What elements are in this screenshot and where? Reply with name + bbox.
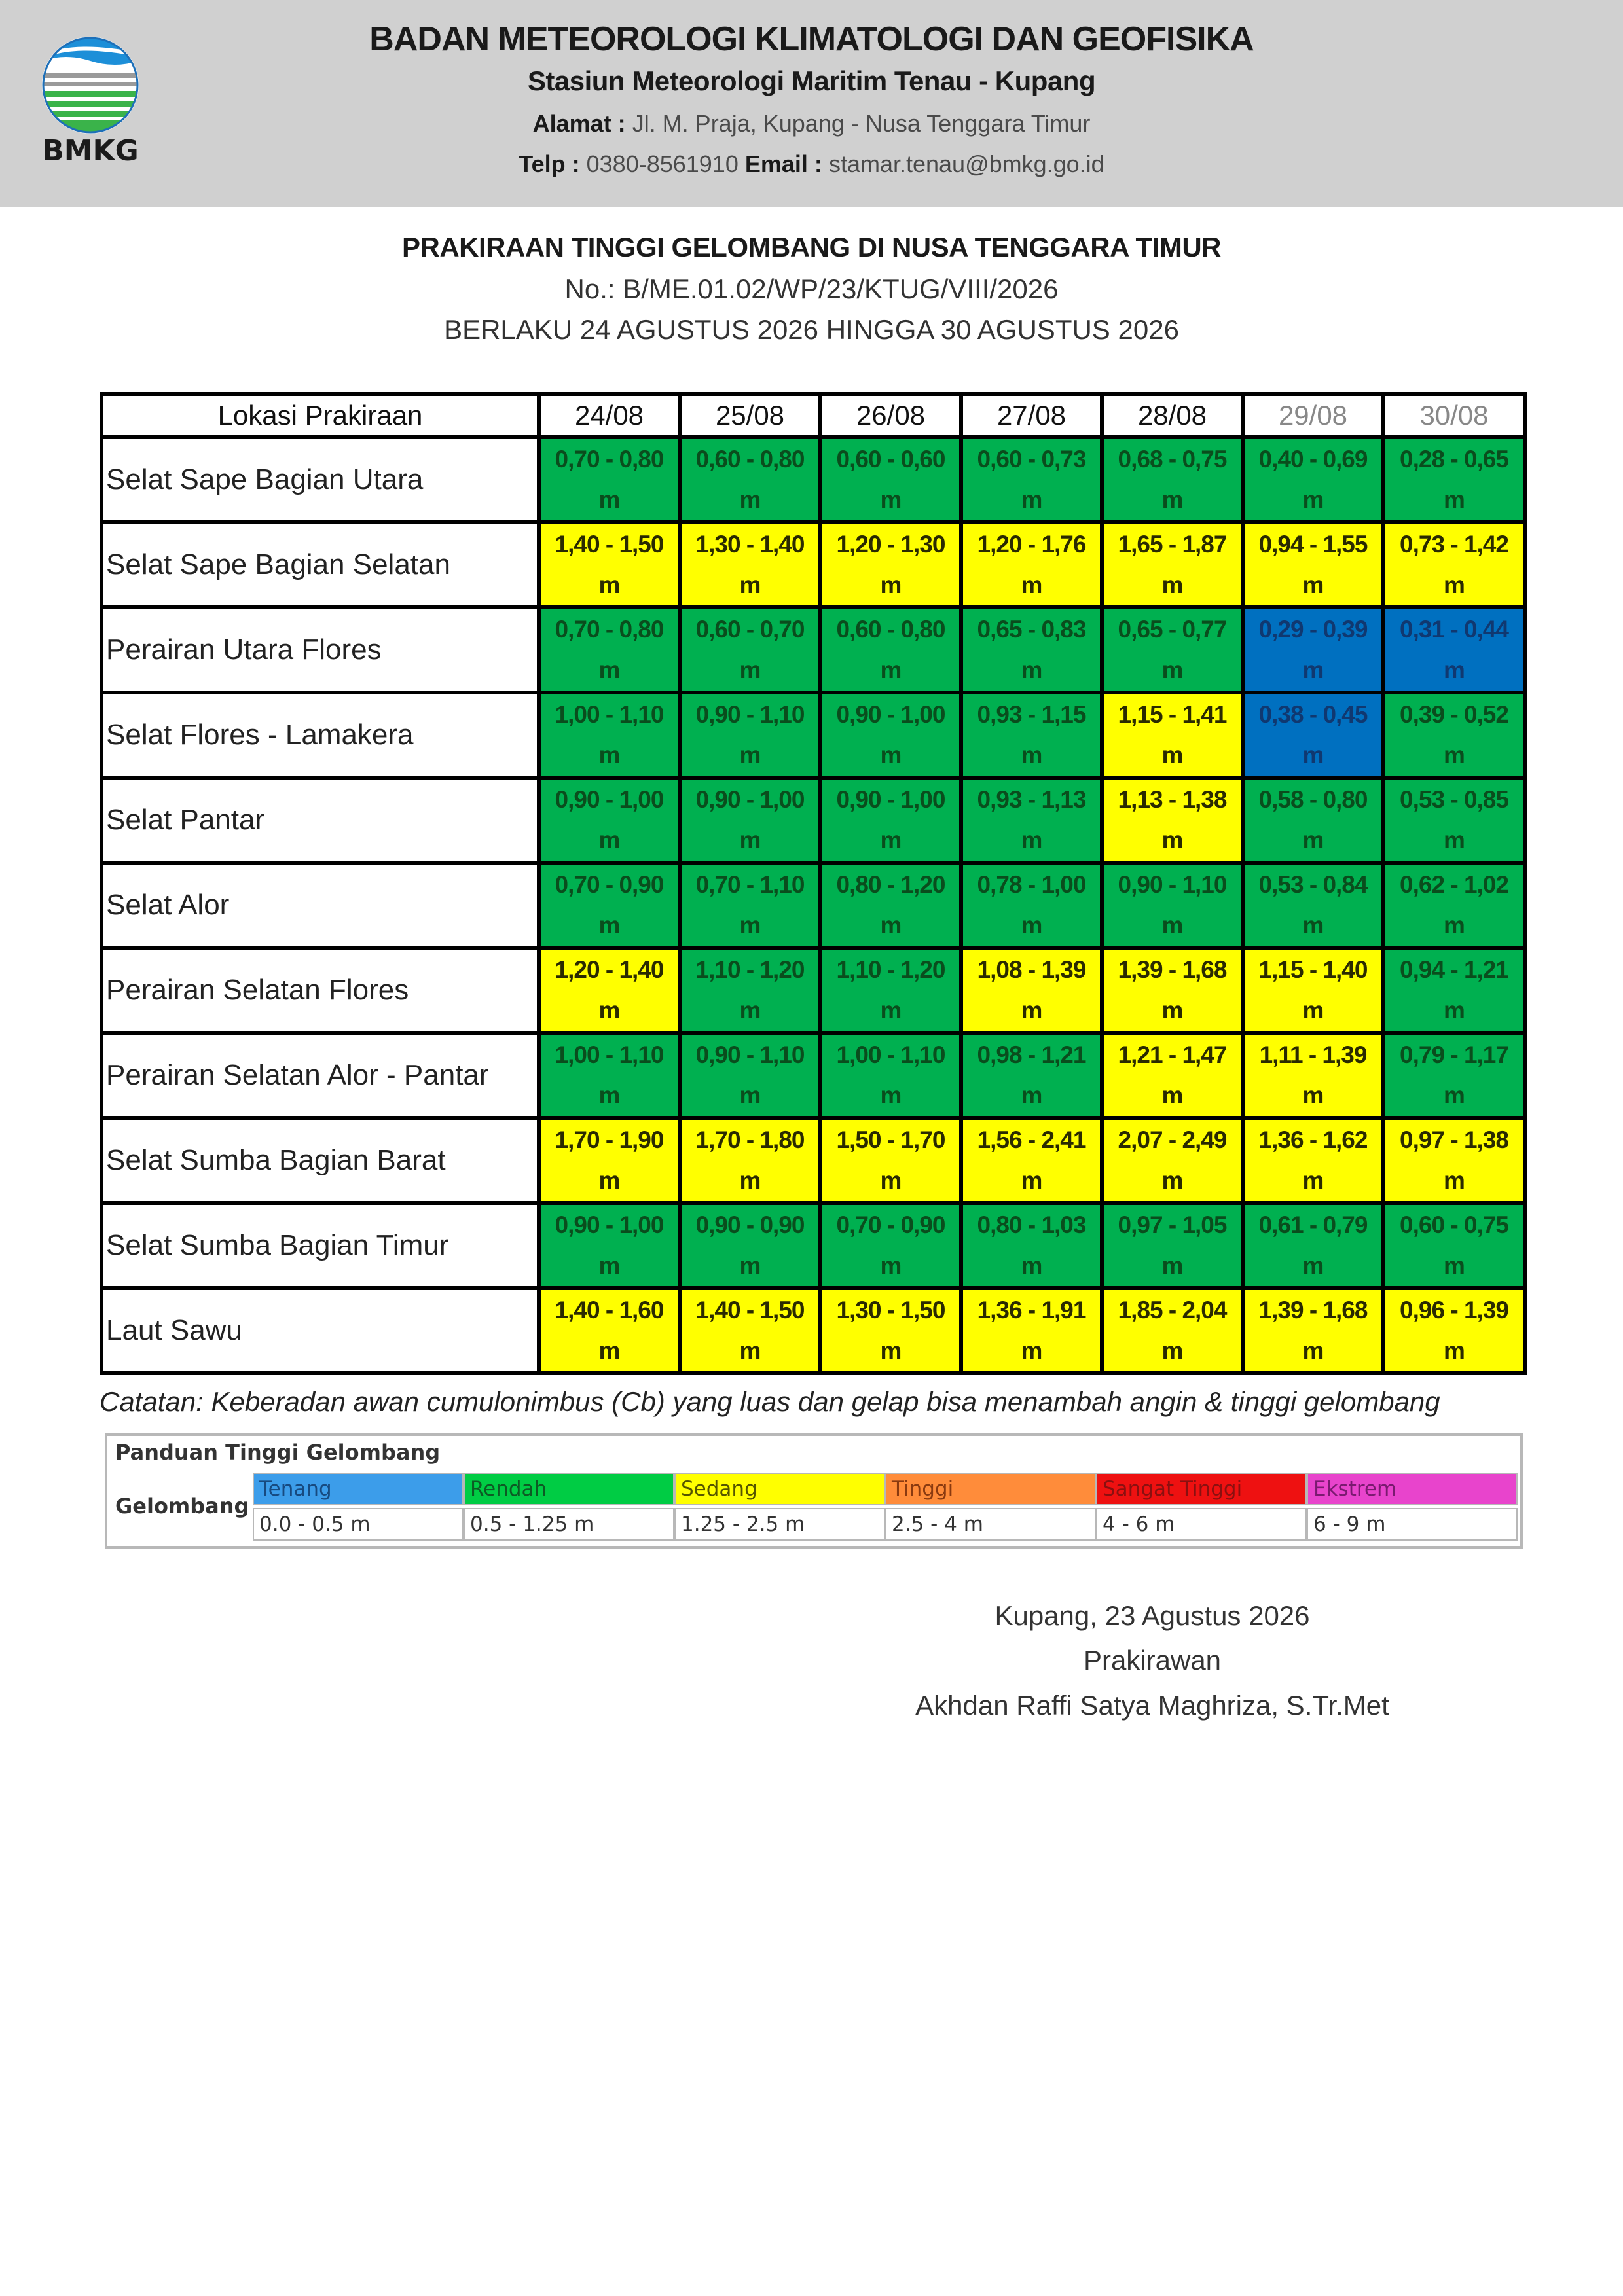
wave-range-value: 1,10 - 1,20: [695, 956, 805, 983]
wave-unit: m: [1444, 997, 1465, 1024]
wave-range-value: 0,60 - 0,80: [695, 446, 805, 473]
wave-unit: m: [598, 486, 620, 513]
validity-period: BERLAKU 24 AGUSTUS 2026 HINGGA 30 AGUSTUS 2026: [444, 314, 1179, 345]
address-label: Alamat :: [532, 110, 626, 137]
wave-height-cell: [1102, 1288, 1243, 1373]
wave-range-value: 1,08 - 1,39: [977, 956, 1086, 983]
wave-range-value: 0,94 - 1,55: [1258, 531, 1368, 558]
wave-height-cell: [1383, 1033, 1525, 1118]
wave-unit: m: [1161, 571, 1183, 598]
wave-height-cell: [1383, 692, 1525, 778]
wave-range-value: 0,70 - 0,90: [555, 871, 664, 898]
address-line: [0, 110, 1623, 137]
wave-range-value: 1,40 - 1,50: [695, 1297, 805, 1323]
range-tenang: 0.0 - 0.5 m: [253, 1508, 464, 1541]
wave-height-cell: [539, 1118, 680, 1203]
wave-height-cell: [1102, 1118, 1243, 1203]
wave-unit: m: [1302, 742, 1324, 768]
wave-unit: m: [1302, 1167, 1324, 1194]
wave-unit: m: [598, 1337, 620, 1364]
wave-height-cell: [1243, 778, 1383, 863]
wave-range-value: 1,13 - 1,38: [1118, 786, 1227, 813]
wave-unit: m: [1021, 486, 1042, 513]
wave-unit: m: [1021, 742, 1042, 768]
wave-height-cell: [1243, 1203, 1383, 1288]
wave-unit: m: [1161, 742, 1183, 768]
wave-unit: m: [1161, 827, 1183, 853]
wave-range-value: 0,40 - 0,69: [1258, 446, 1368, 473]
wave-height-cell: [539, 948, 680, 1033]
wave-forecast-table: [100, 392, 1527, 1375]
wave-range-value: 0,70 - 0,80: [555, 446, 664, 473]
tel-value: 0380-8561910: [586, 151, 739, 177]
wave-height-cell: [1102, 948, 1243, 1033]
wave-height-cell: [539, 607, 680, 692]
wave-height-cell: [680, 692, 820, 778]
wave-range-value: 1,00 - 1,10: [555, 1041, 664, 1068]
location-cell: Selat Sumba Bagian Timur: [101, 1203, 539, 1288]
wave-height-cell: [1102, 1033, 1243, 1118]
wave-unit: m: [1021, 571, 1042, 598]
wave-height-cell: [1102, 522, 1243, 607]
table-row: [101, 522, 1525, 607]
document-number: No.: B/ME.01.02/WP/23/KTUG/VIII/2026: [564, 274, 1059, 304]
table-row: [101, 437, 1525, 522]
wave-range-value: 1,30 - 1,40: [695, 531, 805, 558]
wave-unit: m: [1161, 1252, 1183, 1279]
signature-role: Prakirawan: [1083, 1645, 1222, 1676]
wave-unit: m: [739, 1167, 761, 1194]
wave-unit: m: [1444, 571, 1465, 598]
wave-unit: m: [880, 1252, 902, 1279]
location-column-header: Lokasi Prakiraan: [101, 394, 539, 437]
wave-height-cell: [1243, 522, 1383, 607]
wave-unit: m: [880, 1337, 902, 1364]
location-cell: Perairan Utara Flores: [101, 607, 539, 692]
wave-height-cell: [539, 692, 680, 778]
category-sangat-tinggi: Sangat Tinggi: [1096, 1473, 1307, 1505]
wave-range-value: 0,90 - 1,00: [836, 701, 945, 728]
wave-range-value: 1,40 - 1,50: [555, 531, 664, 558]
wave-unit: m: [598, 1252, 620, 1279]
date-column-header: 28/08: [1102, 394, 1243, 437]
wave-unit: m: [1021, 912, 1042, 939]
wave-height-cell: [961, 778, 1102, 863]
wave-height-cell: [680, 1288, 820, 1373]
wave-unit: m: [880, 997, 902, 1024]
location-cell: Selat Pantar: [101, 778, 539, 863]
wave-range-value: 0,78 - 1,00: [977, 871, 1086, 898]
wave-unit: m: [1444, 742, 1465, 768]
wave-range-value: 1,70 - 1,80: [695, 1126, 805, 1153]
wave-unit: m: [1161, 1167, 1183, 1194]
wave-height-cell: [1383, 522, 1525, 607]
wave-height-cell: [1383, 437, 1525, 522]
location-cell: Perairan Selatan Flores: [101, 948, 539, 1033]
wave-range-value: 1,50 - 1,70: [836, 1126, 945, 1153]
wave-unit: m: [739, 827, 761, 853]
signature-name: Akhdan Raffi Satya Maghriza, S.Tr.Met: [915, 1690, 1389, 1721]
wave-height-cell: [820, 437, 961, 522]
wave-height-cell: [820, 522, 961, 607]
wave-height-cell: [539, 1203, 680, 1288]
wave-unit: m: [1021, 1167, 1042, 1194]
wave-range-value: 0,93 - 1,15: [977, 701, 1086, 728]
wave-unit: m: [598, 1167, 620, 1194]
wave-range-value: 1,20 - 1,76: [977, 531, 1086, 558]
wave-range-value: 0,28 - 0,65: [1400, 446, 1508, 473]
location-cell: Laut Sawu: [101, 1288, 539, 1373]
wave-range-value: 0,94 - 1,21: [1400, 956, 1508, 983]
wave-unit: m: [1161, 997, 1183, 1024]
wave-unit: m: [598, 656, 620, 683]
wave-range-value: 0,62 - 1,02: [1400, 871, 1508, 898]
location-cell: Selat Sape Bagian Selatan: [101, 522, 539, 607]
table-row: [101, 1118, 1525, 1203]
wave-range-value: 1,65 - 1,87: [1118, 531, 1227, 558]
wave-height-cell: [820, 948, 961, 1033]
wave-range-value: 0,61 - 0,79: [1258, 1211, 1368, 1238]
guide-row-label: Gelombang: [115, 1494, 249, 1518]
wave-height-cell: [680, 948, 820, 1033]
wave-range-value: 0,98 - 1,21: [977, 1041, 1086, 1068]
wave-unit: m: [1302, 1252, 1324, 1279]
wave-height-cell: [1102, 437, 1243, 522]
wave-unit: m: [1444, 1252, 1465, 1279]
wave-height-cell: [1243, 1288, 1383, 1373]
wave-range-value: 1,36 - 1,62: [1258, 1126, 1368, 1153]
wave-unit: m: [1444, 1082, 1465, 1109]
wave-range-value: 0,68 - 0,75: [1118, 446, 1227, 473]
wave-height-cell: [820, 1118, 961, 1203]
category-tenang: Tenang: [253, 1473, 464, 1505]
wave-height-guide: [105, 1433, 1523, 1549]
wave-height-cell: [1383, 1203, 1525, 1288]
category-rendah: Rendah: [464, 1473, 674, 1505]
wave-unit: m: [598, 571, 620, 598]
location-cell: Selat Sape Bagian Utara: [101, 437, 539, 522]
wave-height-cell: [1383, 948, 1525, 1033]
wave-range-value: 0,90 - 1,10: [1118, 871, 1227, 898]
wave-height-cell: [1383, 1288, 1525, 1373]
wave-height-cell: [820, 692, 961, 778]
wave-height-cell: [539, 522, 680, 607]
tel-label: Telp :: [519, 151, 580, 177]
wave-range-value: 0,97 - 1,38: [1400, 1126, 1508, 1153]
wave-range-value: 0,80 - 1,03: [977, 1211, 1086, 1238]
wave-range-value: 1,70 - 1,90: [555, 1126, 664, 1153]
wave-height-cell: [1383, 778, 1525, 863]
table-row: [101, 692, 1525, 778]
wave-range-value: 1,40 - 1,60: [555, 1297, 664, 1323]
wave-height-cell: [961, 437, 1102, 522]
wave-range-value: 0,58 - 0,80: [1258, 786, 1368, 813]
range-tinggi: 2.5 - 4 m: [885, 1508, 1096, 1541]
wave-range-value: 0,38 - 0,45: [1258, 701, 1368, 728]
location-cell: Selat Flores - Lamakera: [101, 692, 539, 778]
table-row: [101, 1288, 1525, 1373]
wave-range-value: 0,70 - 0,90: [836, 1211, 945, 1238]
wave-unit: m: [1021, 1082, 1042, 1109]
wave-range-value: 0,70 - 0,80: [555, 616, 664, 643]
wave-height-cell: [961, 1203, 1102, 1288]
wave-range-value: 0,90 - 1,10: [695, 701, 805, 728]
wave-height-cell: [961, 863, 1102, 948]
wave-height-cell: [680, 522, 820, 607]
contact-line: [0, 151, 1623, 178]
wave-range-value: 0,90 - 1,00: [836, 786, 945, 813]
wave-unit: m: [1444, 1167, 1465, 1194]
wave-height-cell: [1102, 607, 1243, 692]
wave-unit: m: [598, 827, 620, 853]
wave-height-cell: [539, 1033, 680, 1118]
wave-height-cell: [1243, 948, 1383, 1033]
wave-unit: m: [880, 486, 902, 513]
wave-range-value: 1,56 - 2,41: [977, 1126, 1086, 1153]
wave-height-cell: [1102, 1203, 1243, 1288]
wave-height-cell: [680, 863, 820, 948]
wave-range-value: 0,79 - 1,17: [1400, 1041, 1508, 1068]
wave-range-value: 1,39 - 1,68: [1118, 956, 1227, 983]
wave-height-cell: [820, 1033, 961, 1118]
wave-unit: m: [1161, 1082, 1183, 1109]
date-column-header: 24/08: [539, 394, 680, 437]
wave-height-cell: [1383, 607, 1525, 692]
wave-height-cell: [1102, 863, 1243, 948]
wave-unit: m: [1021, 827, 1042, 853]
wave-unit: m: [1302, 827, 1324, 853]
wave-height-cell: [539, 778, 680, 863]
wave-range-value: 0,65 - 0,77: [1118, 616, 1227, 643]
wave-unit: m: [598, 1082, 620, 1109]
wave-height-cell: [1383, 1118, 1525, 1203]
wave-range-value: 1,21 - 1,47: [1118, 1041, 1227, 1068]
document-title: PRAKIRAAN TINGGI GELOMBANG DI NUSA TENGGARA TIMUR: [401, 232, 1222, 262]
wave-range-value: 0,93 - 1,13: [977, 786, 1086, 813]
email-label: Email :: [744, 151, 822, 177]
wave-range-value: 1,15 - 1,40: [1258, 956, 1368, 983]
wave-height-cell: [680, 778, 820, 863]
wave-unit: m: [1302, 656, 1324, 683]
wave-range-value: 2,07 - 2,49: [1118, 1126, 1227, 1153]
wave-unit: m: [739, 486, 761, 513]
wave-unit: m: [1021, 1337, 1042, 1364]
wave-height-cell: [961, 1033, 1102, 1118]
organization-name: BADAN METEOROLOGI KLIMATOLOGI DAN GEOFISIKA: [369, 20, 1254, 58]
guide-range-row: [253, 1508, 1518, 1541]
wave-unit: m: [880, 656, 902, 683]
wave-unit: m: [880, 827, 902, 853]
wave-height-cell: [680, 607, 820, 692]
wave-height-cell: [1243, 692, 1383, 778]
wave-range-value: 0,65 - 0,83: [977, 616, 1086, 643]
wave-range-value: 0,90 - 1,00: [555, 786, 664, 813]
category-sedang: Sedang: [674, 1473, 885, 1505]
wave-unit: m: [1302, 486, 1324, 513]
wave-height-cell: [539, 863, 680, 948]
wave-height-cell: [539, 1288, 680, 1373]
wave-unit: m: [598, 997, 620, 1024]
wave-height-cell: [680, 1118, 820, 1203]
wave-range-value: 0,60 - 0,60: [836, 446, 945, 473]
wave-unit: m: [880, 1167, 902, 1194]
wave-range-value: 1,30 - 1,50: [836, 1297, 945, 1323]
wave-height-cell: [961, 948, 1102, 1033]
wave-range-value: 0,80 - 1,20: [836, 871, 945, 898]
category-tinggi: Tinggi: [885, 1473, 1096, 1505]
table-row: [101, 1033, 1525, 1118]
wave-unit: m: [739, 1082, 761, 1109]
wave-range-value: 0,70 - 1,10: [695, 871, 805, 898]
wave-height-cell: [1102, 778, 1243, 863]
address-value: Jl. M. Praja, Kupang - Nusa Tenggara Timur: [632, 110, 1091, 137]
table-row: [101, 863, 1525, 948]
wave-range-value: 1,00 - 1,10: [836, 1041, 945, 1068]
wave-range-value: 1,00 - 1,10: [555, 701, 664, 728]
wave-range-value: 1,20 - 1,40: [555, 956, 664, 983]
wave-unit: m: [739, 742, 761, 768]
wave-height-cell: [1102, 692, 1243, 778]
wave-unit: m: [1302, 912, 1324, 939]
table-row: [101, 778, 1525, 863]
wave-unit: m: [739, 997, 761, 1024]
wave-range-value: 1,36 - 1,91: [977, 1297, 1086, 1323]
date-column-header: 27/08: [961, 394, 1102, 437]
wave-unit: m: [1161, 656, 1183, 683]
wave-range-value: 0,60 - 0,73: [977, 446, 1086, 473]
wave-range-value: 0,39 - 0,52: [1400, 701, 1508, 728]
wave-range-value: 1,39 - 1,68: [1258, 1297, 1368, 1323]
wave-range-value: 1,11 - 1,39: [1259, 1041, 1367, 1068]
wave-height-cell: [820, 778, 961, 863]
location-cell: Selat Alor: [101, 863, 539, 948]
guide-category-row: [253, 1473, 1518, 1505]
table-row: [101, 948, 1525, 1033]
wave-height-cell: [680, 437, 820, 522]
wave-range-value: 0,90 - 0,90: [695, 1211, 805, 1238]
wave-height-cell: [1243, 1118, 1383, 1203]
wave-height-cell: [961, 1288, 1102, 1373]
wave-range-value: 1,10 - 1,20: [836, 956, 945, 983]
wave-unit: m: [739, 656, 761, 683]
wave-unit: m: [1021, 656, 1042, 683]
wave-unit: m: [739, 1337, 761, 1364]
wave-height-cell: [1243, 607, 1383, 692]
wave-unit: m: [880, 912, 902, 939]
wave-unit: m: [1444, 827, 1465, 853]
wave-range-value: 0,60 - 0,75: [1400, 1211, 1508, 1238]
wave-height-cell: [680, 1033, 820, 1118]
wave-range-value: 0,96 - 1,39: [1400, 1297, 1508, 1323]
wave-unit: m: [739, 1252, 761, 1279]
station-name: Stasiun Meteorologi Maritim Tenau - Kupang: [527, 65, 1096, 96]
wave-height-cell: [1383, 863, 1525, 948]
date-column-header: 30/08: [1383, 394, 1525, 437]
wave-range-value: 0,60 - 0,80: [836, 616, 945, 643]
wave-range-value: 0,90 - 1,10: [695, 1041, 805, 1068]
category-ekstrem: Ekstrem: [1307, 1473, 1518, 1505]
wave-height-cell: [961, 692, 1102, 778]
wave-range-value: 0,31 - 0,44: [1400, 616, 1508, 643]
range-sedang: 1.25 - 2.5 m: [674, 1508, 885, 1541]
wave-height-cell: [539, 437, 680, 522]
wave-height-cell: [820, 1203, 961, 1288]
range-sangat-tinggi: 4 - 6 m: [1096, 1508, 1307, 1541]
wave-unit: m: [1161, 1337, 1183, 1364]
cumulonimbus-note: Catatan: Keberadan awan cumulonimbus (Cb) yang luas dan gelap bisa menambah angin & tinggi gelombang: [100, 1386, 1440, 1417]
wave-height-cell: [1243, 1033, 1383, 1118]
wave-unit: m: [1444, 656, 1465, 683]
date-column-header: 26/08: [820, 394, 961, 437]
wave-unit: m: [1302, 1337, 1324, 1364]
table-header-row: [101, 394, 1525, 437]
table-row: [101, 1203, 1525, 1288]
guide-title: Panduan Tinggi Gelombang: [115, 1440, 441, 1465]
wave-height-cell: [961, 1118, 1102, 1203]
wave-range-value: 0,73 - 1,42: [1400, 531, 1508, 558]
wave-height-cell: [820, 607, 961, 692]
range-rendah: 0.5 - 1.25 m: [464, 1508, 674, 1541]
location-cell: Perairan Selatan Alor - Pantar: [101, 1033, 539, 1118]
wave-height-cell: [961, 607, 1102, 692]
letterhead: [0, 0, 1623, 207]
wave-unit: m: [880, 742, 902, 768]
wave-unit: m: [1444, 912, 1465, 939]
wave-range-value: 1,85 - 2,04: [1118, 1297, 1227, 1323]
wave-unit: m: [1302, 1082, 1324, 1109]
date-column-header: 25/08: [680, 394, 820, 437]
wave-height-cell: [1243, 863, 1383, 948]
wave-range-value: 0,53 - 0,85: [1400, 786, 1508, 813]
wave-unit: m: [1444, 1337, 1465, 1364]
wave-range-value: 0,97 - 1,05: [1118, 1211, 1227, 1238]
wave-range-value: 0,29 - 0,39: [1258, 616, 1368, 643]
wave-range-value: 1,15 - 1,41: [1118, 701, 1227, 728]
wave-height-cell: [961, 522, 1102, 607]
range-ekstrem: 6 - 9 m: [1307, 1508, 1518, 1541]
wave-unit: m: [1161, 486, 1183, 513]
wave-unit: m: [739, 571, 761, 598]
wave-unit: m: [598, 912, 620, 939]
wave-unit: m: [1161, 912, 1183, 939]
location-cell: Selat Sumba Bagian Barat: [101, 1118, 539, 1203]
wave-unit: m: [880, 571, 902, 598]
wave-unit: m: [1444, 486, 1465, 513]
wave-unit: m: [1302, 997, 1324, 1024]
wave-unit: m: [598, 742, 620, 768]
signature-place-date: Kupang, 23 Agustus 2026: [994, 1600, 1310, 1631]
wave-height-cell: [680, 1203, 820, 1288]
email-value: stamar.tenau@bmkg.go.id: [828, 151, 1104, 177]
wave-height-cell: [820, 1288, 961, 1373]
wave-height-cell: [1243, 437, 1383, 522]
wave-unit: m: [1021, 997, 1042, 1024]
logo-text: BMKG: [42, 134, 139, 168]
wave-range-value: 0,60 - 0,70: [695, 616, 805, 643]
table-row: [101, 607, 1525, 692]
wave-unit: m: [880, 1082, 902, 1109]
date-column-header: 29/08: [1243, 394, 1383, 437]
wave-range-value: 0,90 - 1,00: [555, 1211, 664, 1238]
wave-range-value: 0,53 - 0,84: [1258, 871, 1368, 898]
wave-range-value: 0,90 - 1,00: [695, 786, 805, 813]
wave-unit: m: [1021, 1252, 1042, 1279]
wave-unit: m: [739, 912, 761, 939]
wave-unit: m: [1302, 571, 1324, 598]
wave-height-cell: [820, 863, 961, 948]
wave-range-value: 1,20 - 1,30: [836, 531, 945, 558]
